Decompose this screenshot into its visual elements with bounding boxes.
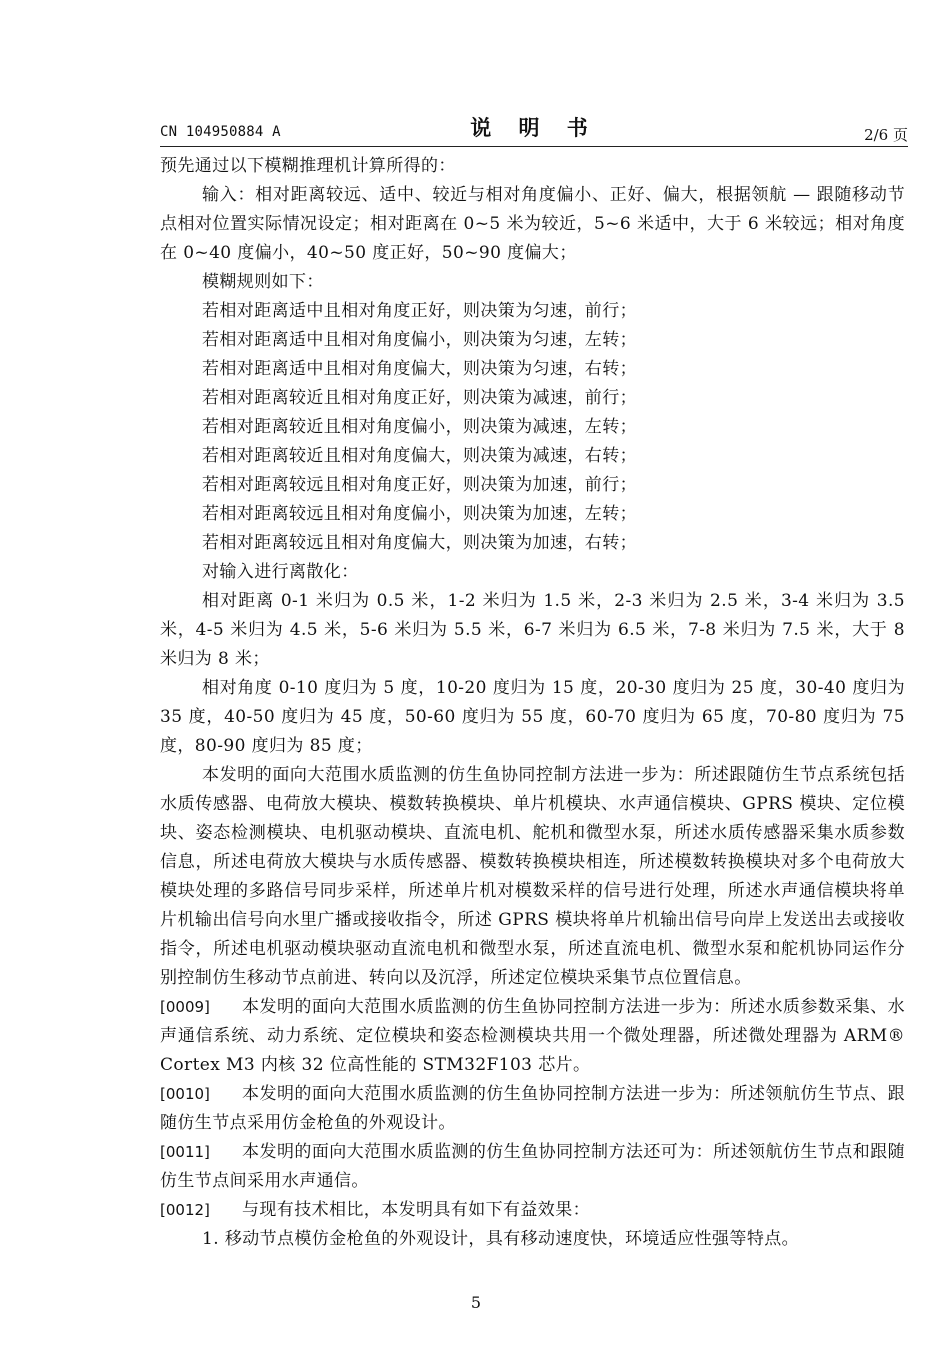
paragraph-number: [0010] (160, 1085, 210, 1103)
page-header (160, 112, 908, 148)
paragraph: 相对角度 0-10 度归为 5 度，10-20 度归为 15 度，20-30 度归为 25 度，30-40 度归为 35 度，40-50 度归为 45 度，50-60 度归为 55 度，60-70 度归为 65 度，70-80 度归为 75 度，80-90 度归为 85 度； (160, 678, 905, 756)
rule-item: 若相对距离适中且相对角度偏大，则决策为匀速，右转； (202, 359, 637, 379)
document-body (160, 152, 905, 1254)
numbered-paragraph (160, 1138, 905, 1196)
numbered-paragraph (160, 1080, 905, 1138)
paragraph-text: 与现有技术相比，本发明具有如下有益效果： (242, 1200, 590, 1220)
page-number: 5 (470, 1293, 482, 1312)
document-number: CN 104950884 A (160, 124, 281, 140)
paragraph: 对输入进行离散化： (202, 562, 359, 582)
paragraph-text: 本发明的面向大范围水质监测的仿生鱼协同控制方法进一步为：所述水质参数采集、水声通信系统、动力系统、定位模块和姿态检测模块共用一个微处理器，所述微处理器为 ARM® Cortex M3 内核 32 位高性能的 STM32F103 芯片。 (160, 997, 905, 1075)
rule-item: 若相对距离较远且相对角度正好，则决策为加速，前行； (202, 475, 637, 495)
paragraph: 1. 移动节点模仿金枪鱼的外观设计，具有移动速度快，环境适应性强等特点。 (202, 1229, 800, 1249)
paragraph-number: [0011] (160, 1143, 210, 1161)
paragraph: 相对距离 0-1 米归为 0.5 米，1-2 米归为 1.5 米，2-3 米归为 2.5 米，3-4 米归为 3.5 米，4-5 米归为 4.5 米，5-6 米归为 5.5 米，6-7 米归为 6.5 米，7-8 米归为 7.5 米，大于 8 米归为 8 米； (160, 591, 905, 669)
numbered-paragraph (160, 993, 905, 1080)
rule-item: 若相对距离较远且相对角度偏小，则决策为加速，左转； (202, 504, 637, 524)
paragraph: 模糊规则如下： (202, 272, 324, 292)
rule-item: 若相对距离适中且相对角度偏小，则决策为匀速，左转； (202, 330, 637, 350)
rule-item: 若相对距离较远且相对角度偏大，则决策为加速，右转； (202, 533, 637, 553)
header-divider (160, 146, 908, 147)
rule-item: 若相对距离适中且相对角度正好，则决策为匀速，前行； (202, 301, 637, 321)
rule-item: 若相对距离较近且相对角度正好，则决策为减速，前行； (202, 388, 637, 408)
paragraph: 输入：相对距离较远、适中、较近与相对角度偏小、正好、偏大，根据领航 — 跟随移动节点相对位置实际情况设定；相对距离在 0~5 米为较近，5~6 米适中，大于 6 米较远；相对角度在 0~40 度偏小，40~50 度正好，50~90 度偏大； (160, 185, 905, 263)
paragraph: 预先通过以下模糊推理机计算所得的： (160, 156, 456, 176)
paragraph-number: [0012] (160, 1201, 210, 1219)
page-indicator: 2/6 页 (864, 126, 908, 144)
paragraph-text: 本发明的面向大范围水质监测的仿生鱼协同控制方法还可为：所述领航仿生节点和跟随仿生节点间采用水声通信。 (160, 1142, 905, 1191)
document-title: 说 明 书 (470, 115, 598, 140)
rule-item: 若相对距离较近且相对角度偏大，则决策为减速，右转； (202, 446, 637, 466)
paragraph: 本发明的面向大范围水质监测的仿生鱼协同控制方法进一步为：所述跟随仿生节点系统包括水质传感器、电荷放大模块、模数转换模块、单片机模块、水声通信模块、GPRS 模块、定位模块、姿态检测模块、电机驱动模块、直流电机、舵机和微型水泵，所述水质传感器采集水质参数信息，所述电荷放大模块与水质传感器、模数转换模块相连，所述模数转换模块对多个电荷放大模块处理的多路信号同步采样，所述单片机对模数采样的信号进行处理，所述水声通信模块将单片机输出信号向水里广播或接收指令，所述 GPRS 模块将单片机输出信号向岸上发送出去或接收指令，所述电机驱动模块驱动直流电机和微型水泵，所述直流电机、微型水泵和舵机协同运作分别控制仿生移动节点前进、转向以及沉浮，所述定位模块采集节点位置信息。 (160, 765, 905, 988)
numbered-paragraph (160, 1196, 905, 1225)
paragraph-number: [0009] (160, 998, 210, 1016)
rule-item: 若相对距离较近且相对角度偏小，则决策为减速，左转； (202, 417, 637, 437)
paragraph-text: 本发明的面向大范围水质监测的仿生鱼协同控制方法进一步为：所述领航仿生节点、跟随仿生节点采用仿金枪鱼的外观设计。 (160, 1084, 905, 1133)
